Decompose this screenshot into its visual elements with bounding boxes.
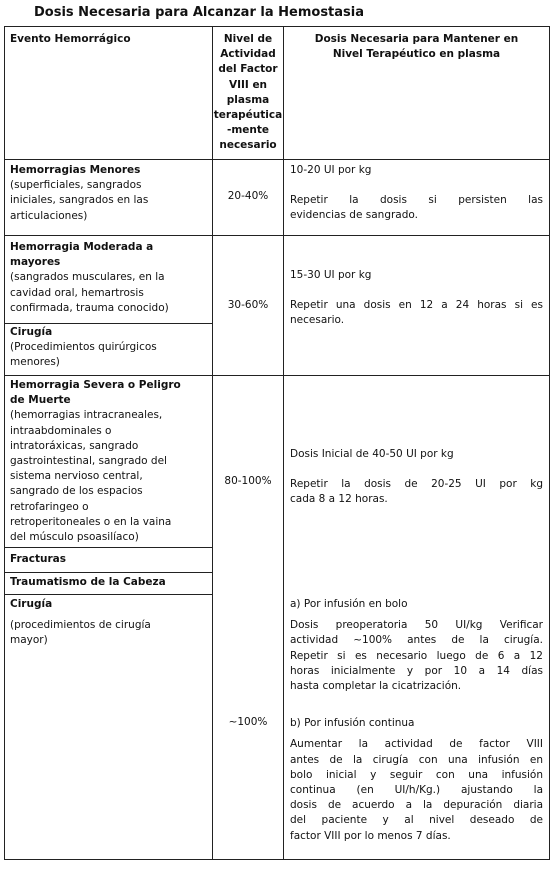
dosage-table bbox=[4, 26, 550, 860]
row-severa-evento: Hemorragia Severa o Peligro de Muerte (hemorragias intracraneales, intraabdominales o intratoráxicas, sangrado gastrointestinal, sangrado del sistema nervioso central, sangrado de los espacios retrofaringeo o retroperitoneales o en la vaina del músculo psoasilíaco) bbox=[10, 379, 181, 544]
row-cabeza-evento: Traumatismo de la Cabeza bbox=[10, 576, 166, 588]
continua-title: b) Por infusión continua bbox=[290, 717, 415, 730]
row-menores-dosis: 10-20 UI por kg Repetir la dosis si persisten las evidencias de sangrado. bbox=[290, 164, 543, 222]
row-cirugia-mayor-dosis: a) Por infusión en bolo Dosis preoperatoria 50 UI/kg Verificar actividad ~100% antes de la cirugía. Repetir si es necesario luego de 6 a 12 horas inicialmente y por 10 a 14 días hasta completar la cicatrización. b) Por infusión continua Aumentar la actividad de factor VIII antes de la cirugía con una infusión en bolo inicial y seguir con una infusión continua (en UI/h/Kg.) ajustando la dosis de acuerdo a la depuración diaria del paciente y al nivel deseado de factor VIII por lo menos 7 días. bbox=[290, 598, 543, 842]
row-severa-nivel: 80-100% bbox=[224, 475, 272, 487]
row-cirugia-menor-evento: Cirugía (Procedimientos quirúrgicos menores) bbox=[10, 326, 157, 369]
header-dosis: Dosis Necesaria para Mantener en Nivel Terapéutico en plasma bbox=[314, 33, 519, 61]
row-divider-severa bbox=[5, 547, 212, 548]
bolo-title: a) Por infusión en bolo bbox=[290, 598, 408, 610]
row-menores-evento: Hemorragias Menores (superficiales, sangrados iniciales, sangrados en las articulaciones) bbox=[10, 164, 149, 222]
header-divider bbox=[5, 159, 549, 160]
header-evento: Evento Hemorrágico bbox=[10, 33, 131, 45]
page-title: Dosis Necesaria para Alcanzar la Hemostasia bbox=[34, 5, 365, 20]
row-moderada-evento: Hemorragia Moderada a mayores (sangrados musculares, en la cavidad oral, hemartrosis confirmada, trauma conocido) bbox=[10, 241, 169, 314]
row-cirugia-mayor-nivel: ~100% bbox=[228, 716, 268, 728]
row-cirugia-mayor-evento: Cirugía (procedimientos de cirugía mayor) bbox=[10, 598, 151, 647]
row-divider-moderada bbox=[5, 323, 212, 324]
row-divider-menores bbox=[5, 235, 549, 236]
row-divider-cirugia-menor bbox=[5, 375, 549, 376]
row-severa-dosis: Dosis Inicial de 40-50 UI por kg Repetir la dosis de 20-25 UI por kg cada 8 a 12 horas. bbox=[290, 448, 543, 506]
row-menores-nivel: 20-40% bbox=[227, 190, 269, 202]
row-fracturas-evento: Fracturas bbox=[10, 553, 66, 565]
row-moderada-nivel: 30-60% bbox=[227, 299, 269, 311]
header-nivel: Nivel de Actividad del Factor VIII en plasma terapéutica -mente necesario bbox=[213, 33, 283, 152]
row-divider-fracturas bbox=[5, 572, 212, 573]
row-divider-cabeza bbox=[5, 594, 212, 595]
row-moderada-dosis: 15-30 UI por kg Repetir una dosis en 12 a 24 horas si es necesario. bbox=[290, 269, 543, 327]
